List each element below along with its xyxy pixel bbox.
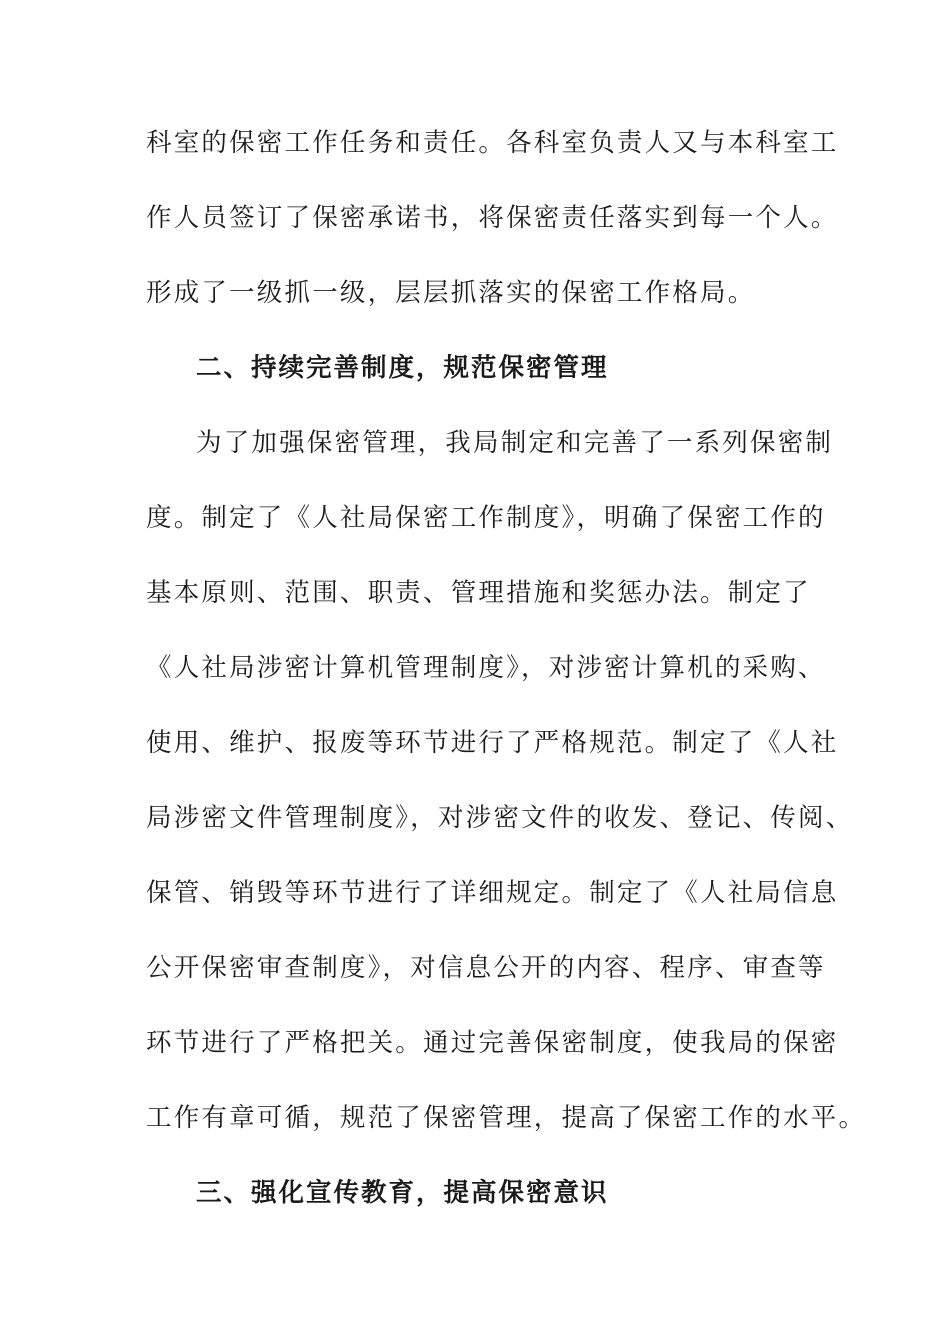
paragraph-line: 《人社局涉密计算机管理制度》，对涉密计算机的采购、 <box>146 653 826 683</box>
paragraph-line: 环节进行了严格把关。通过完善保密制度，使我局的保密 <box>146 1028 839 1058</box>
paragraph-line: 公开保密审查制度》，对信息公开的内容、程序、审查等 <box>146 953 826 983</box>
paragraph-line: 使用、维护、报废等环节进行了严格规范。制定了《人社 <box>146 728 839 758</box>
paragraph-line: 作人员签订了保密承诺书，将保密责任落实到每一个人。 <box>146 203 839 233</box>
paragraph-line: 形成了一级抓一级，层层抓落实的保密工作格局。 <box>146 278 756 308</box>
paragraph-line: 为了加强保密管理，我局制定和完善了一系列保密制 <box>196 428 834 458</box>
section-heading-3: 三、强化宣传教育，提高保密意识 <box>196 1178 609 1208</box>
paragraph-line: 工作有章可循，规范了保密管理，提高了保密工作的水平。 <box>146 1103 867 1133</box>
paragraph-line: 基本原则、范围、职责、管理措施和奖惩办法。制定了 <box>146 578 811 608</box>
paragraph-line: 科室的保密工作任务和责任。各科室负责人又与本科室工 <box>146 128 839 158</box>
paragraph-line: 保管、销毁等环节进行了详细规定。制定了《人社局信息 <box>146 878 839 908</box>
section-heading-2: 二、持续完善制度，规范保密管理 <box>196 353 609 383</box>
paragraph-line: 局涉密文件管理制度》，对涉密文件的收发、登记、传阅、 <box>146 803 854 833</box>
paragraph-line: 度。制定了《人社局保密工作制度》，明确了保密工作的 <box>146 503 826 533</box>
